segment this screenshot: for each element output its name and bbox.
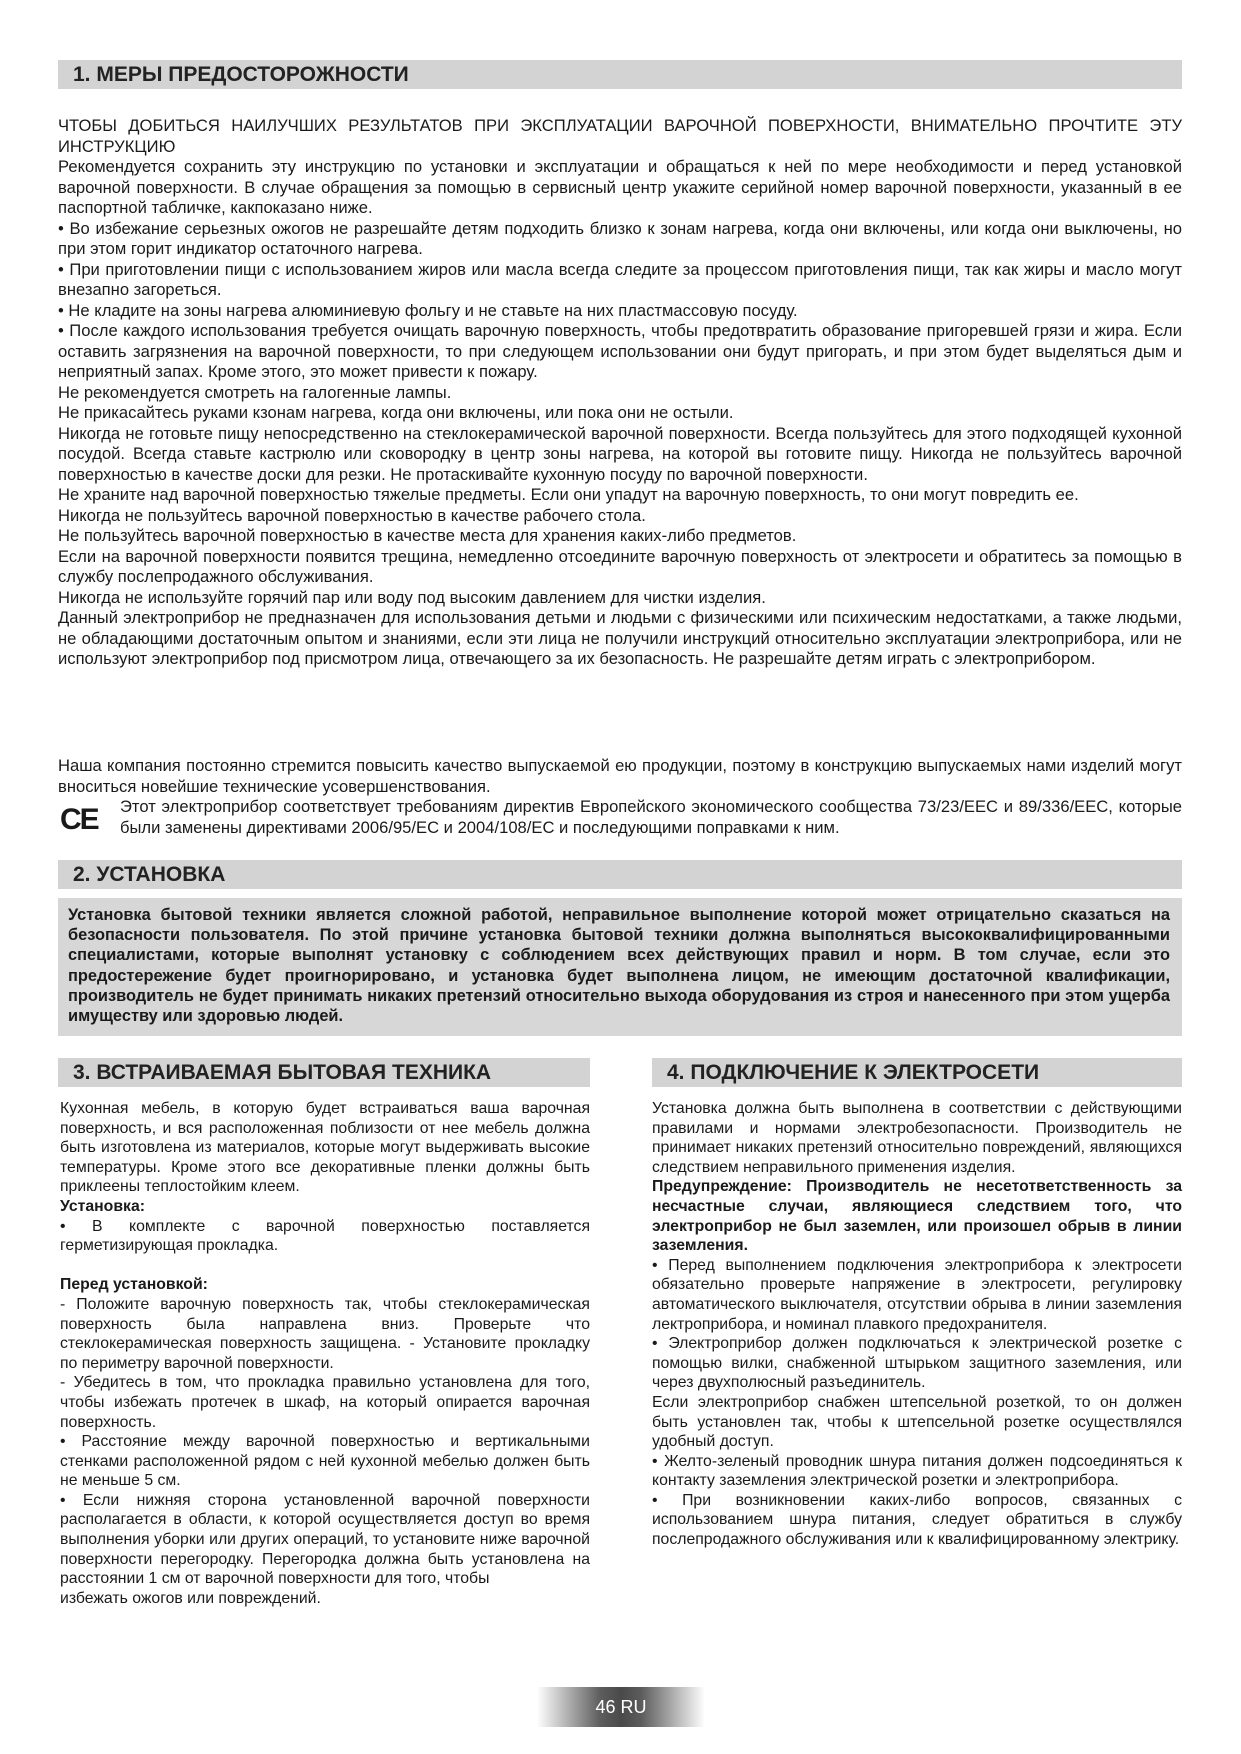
paragraph: Установка должна быть выполнена в соответствии с действующими правилами и нормами электробезопасности. Производитель не принимает никаких претензий относительно повреждений, являющихся следствием неправильного применения изделия. (652, 1100, 1182, 1176)
section-3-body (60, 1099, 590, 1608)
paragraph: • Не кладите на зоны нагрева алюминиевую фольгу и не ставьте на них пластмассовую посуду. (58, 300, 798, 320)
section-1-body (58, 116, 1182, 670)
section-4-body (652, 1099, 1182, 1550)
ce-compliance-text: Этот электроприбор соответствует требованиям директив Европейского экономического сообщества 73/23/EEC и 89/336/EEC, которые были заменены директивами 2006/95/EC и 2004/108/EC и последующими поправками к ним. (120, 797, 1182, 837)
paragraph: Кухонная мебель, в которую будет встраиваться ваша варочная поверхность, и вся расположенная поблизости от нее мебель должна быть изготовлена из материалов, которые могут выдерживать высокие температуры. Кроме этого все декоративные пленки должны быть приклеены теплостойким клеем. (60, 1100, 590, 1196)
paragraph: • В комплекте с варочной поверхностью поставляется герметизирующая прокладка. (60, 1217, 590, 1255)
installation-warning: Установка бытовой техники является сложной работой, неправильное выполнение которой может отрицательно сказаться на безопасности пользователя. По этой причине установка бытовой техники должна выполняться высококвалифицированными специалистами, которые выполнят установку с соблюдением всех действующих правил и норм. В том случае, если это предостережение будет проигнорировано, и установка будет выполнена лицом, не имеющим достаточной квалификации, производитель не будет принимать никаких претензий относительно выхода оборудования из строя и нанесенного при этом ущерба имуществу или здоровью людей. (58, 898, 1182, 1036)
paragraph: Никогда не готовьте пищу непосредственно на стеклокерамической варочной поверхности. Всегда пользуйтесь для этого подходящей кухонной посудой. Всегда ставьте кастрюлю или сковородку в центр зоны нагрева, на которой вы готовите пищу. Никогда не пользуйтесь варочной поверхностью в качестве доски для резки. Не протаскивайте кухонную посуду по варочной поверхности. (58, 423, 1182, 484)
paragraph: • Желто-зеленый проводник шнура питания должен подсоединяться к контакту заземления электрической розетки и электроприбора. (652, 1452, 1182, 1490)
ce-mark-icon: CE (60, 803, 98, 836)
section-2-title: 2. УСТАНОВКА (58, 860, 1182, 889)
paragraph: Не пользуйтесь варочной поверхностью в качестве места для хранения каких-либо предметов. (58, 526, 797, 545)
paragraph: • Если нижняя сторона установленной варочной поверхности располагается в области, к которой осуществляется доступ во время выполнения уборки или других операций, то установите ниже варочной поверхности перегородку. Перегородка должна быть установлена на расстоянии 1 см от варочной поверхности для того, чтобы (60, 1491, 590, 1588)
paragraph: - Убедитесь в том, что прокладка правильно установлена для того, чтобы избежать протечек в шкаф, на который опирается варочная поверхность. (60, 1374, 590, 1431)
section-1-title: 1. МЕРЫ ПРЕДОСТОРОЖНОСТИ (58, 60, 1182, 89)
paragraph: избежать ожогов или повреждений. (60, 1589, 321, 1607)
paragraph: Никогда не пользуйтесь варочной поверхностью в качестве рабочего стола. (58, 505, 646, 525)
paragraph: Рекомендуется сохранить эту инструкцию по установки и эксплуатации и обращаться к ней по мере необходимости и перед установкой варочной поверхности. В случае обращения за помощью в сервисный центр укажите серийной номер варочной поверхности, указанный в ее паспортной табличке, какпоказано ниже. (58, 157, 1182, 217)
paragraph: Не прикасайтесь руками кзонам нагрева, когда они включены, или пока они не остыли. (58, 403, 734, 422)
paragraph: • Расстояние между варочной поверхностью и вертикальными стенками расположенной рядом с ней кухонной мебелью должен быть не меньше 5 см. (60, 1433, 590, 1490)
paragraph: Данный электроприбор не предназначен для использования детьми и людьми с физическими или психическим недостатками, а также людьми, не обладающими достаточным опытом и знаниями, если эти лица не получили инструкций относительно эксплуатации электроприбора, или не используют электроприбор под присмотром лица, отвечающего за их безопасность. Не разрешайте детям играть с электроприбором. (58, 608, 1182, 668)
paragraph: Никогда не используйте горячий пар или воду под высоким давлением для чистки изделия. (58, 587, 766, 607)
page-number: 46 RU (537, 1687, 705, 1727)
subheading: Установка: (60, 1197, 145, 1215)
paragraph: • Перед выполнением подключения электроприбора к электросети обязательно проверьте напряжение в электросети, регулировку автоматического выключателя, отсутствии обрыва в линии заземления лектроприбора, и номинал плавкого предохранителя. (652, 1256, 1182, 1333)
section-4-title: 4. ПОДКЛЮЧЕНИЕ К ЭЛЕКТРОСЕТИ (652, 1058, 1182, 1087)
paragraph: • При возникновении каких-либо вопросов, связанных с использованием шнура питания, следует обратиться в службу послепродажного обслуживания или к квалифицированному электрику. (652, 1491, 1182, 1549)
paragraph: Не храните над варочной поверхностью тяжелые предметы. Если они упадут на варочную поверхность, то они могут повредить ее. (58, 485, 1079, 504)
warning-paragraph: Предупреждение: Производитель не несетответственность за несчастные случаи, являющиеся следствием того, что электроприбор не был заземлен, или произошел обрыв в линии заземления. (652, 1178, 1182, 1255)
paragraph: Если на варочной поверхности появится трещина, немедленно отсоедините варочную поверхность от электросети и обратитесь за помощью в службу послепродажного обслуживания. (58, 546, 1182, 586)
paragraph: Не рекомендуется смотреть на галогенные лампы. (58, 382, 452, 402)
paragraph: • Электроприбор должен подключаться к электрической розетке с помощью вилки, снабженной штырьком защитного заземления, или через двухполюсный разъединитель. (652, 1335, 1182, 1392)
paragraph: Если электроприбор снабжен штепсельной розеткой, то он должен быть установлен так, чтобы к штепсельной розетке осуществлялся удобный доступ. (652, 1393, 1182, 1451)
section-3-title: 3. ВСТРАИВАЕМАЯ БЫТОВАЯ ТЕХНИКА (58, 1058, 590, 1087)
subheading: Перед установкой: (60, 1276, 208, 1294)
paragraph: • После каждого использования требуется очищать варочную поверхность, чтобы предотвратить образование пригоревшей грязи и жира. Если оставить загрязнения на варочной поверхности, то при следующем использовании они будут пригорать, и при этом будет выделяться дым и неприятный запах. Кроме этого, это может привести к пожару. (58, 321, 1182, 381)
company-note: Наша компания постоянно стремится повысить качество выпускаемой ею продукции, поэтому в конструкцию выпускаемых нами изделий могут вноситься новейшие технические усовершенствования. (58, 756, 1182, 796)
paragraph: • При приготовлении пищи с использованием жиров или масла всегда следите за процессом приготовления пищи, так как жиры и масло могут внезапно загореться. (58, 259, 1182, 299)
paragraph: - Положите варочную поверхность так, чтобы стеклокерамическая поверхность была направлена вниз. Проверьте что стеклокерамическая поверхность защищена. - Установите прокладку по периметру варочной поверхности. (60, 1295, 590, 1372)
paragraph: ЧТОБЫ ДОБИТЬСЯ НАИЛУЧШИХ РЕЗУЛЬТАТОВ ПРИ ЭКСПЛУАТАЦИИ ВАРОЧНОЙ ПОВЕРХНОСТИ, ВНИМАТЕЛЬНО ПРОЧТИТЕ ЭТУ ИНСТРУКЦИЮ (58, 116, 1182, 156)
paragraph: • Во избежание серьезных ожогов не разрешайте детям подходить близко к зонам нагрева, когда они включены, или когда они выключены, но при этом горит индикатор остаточного нагрева. (58, 218, 1182, 258)
